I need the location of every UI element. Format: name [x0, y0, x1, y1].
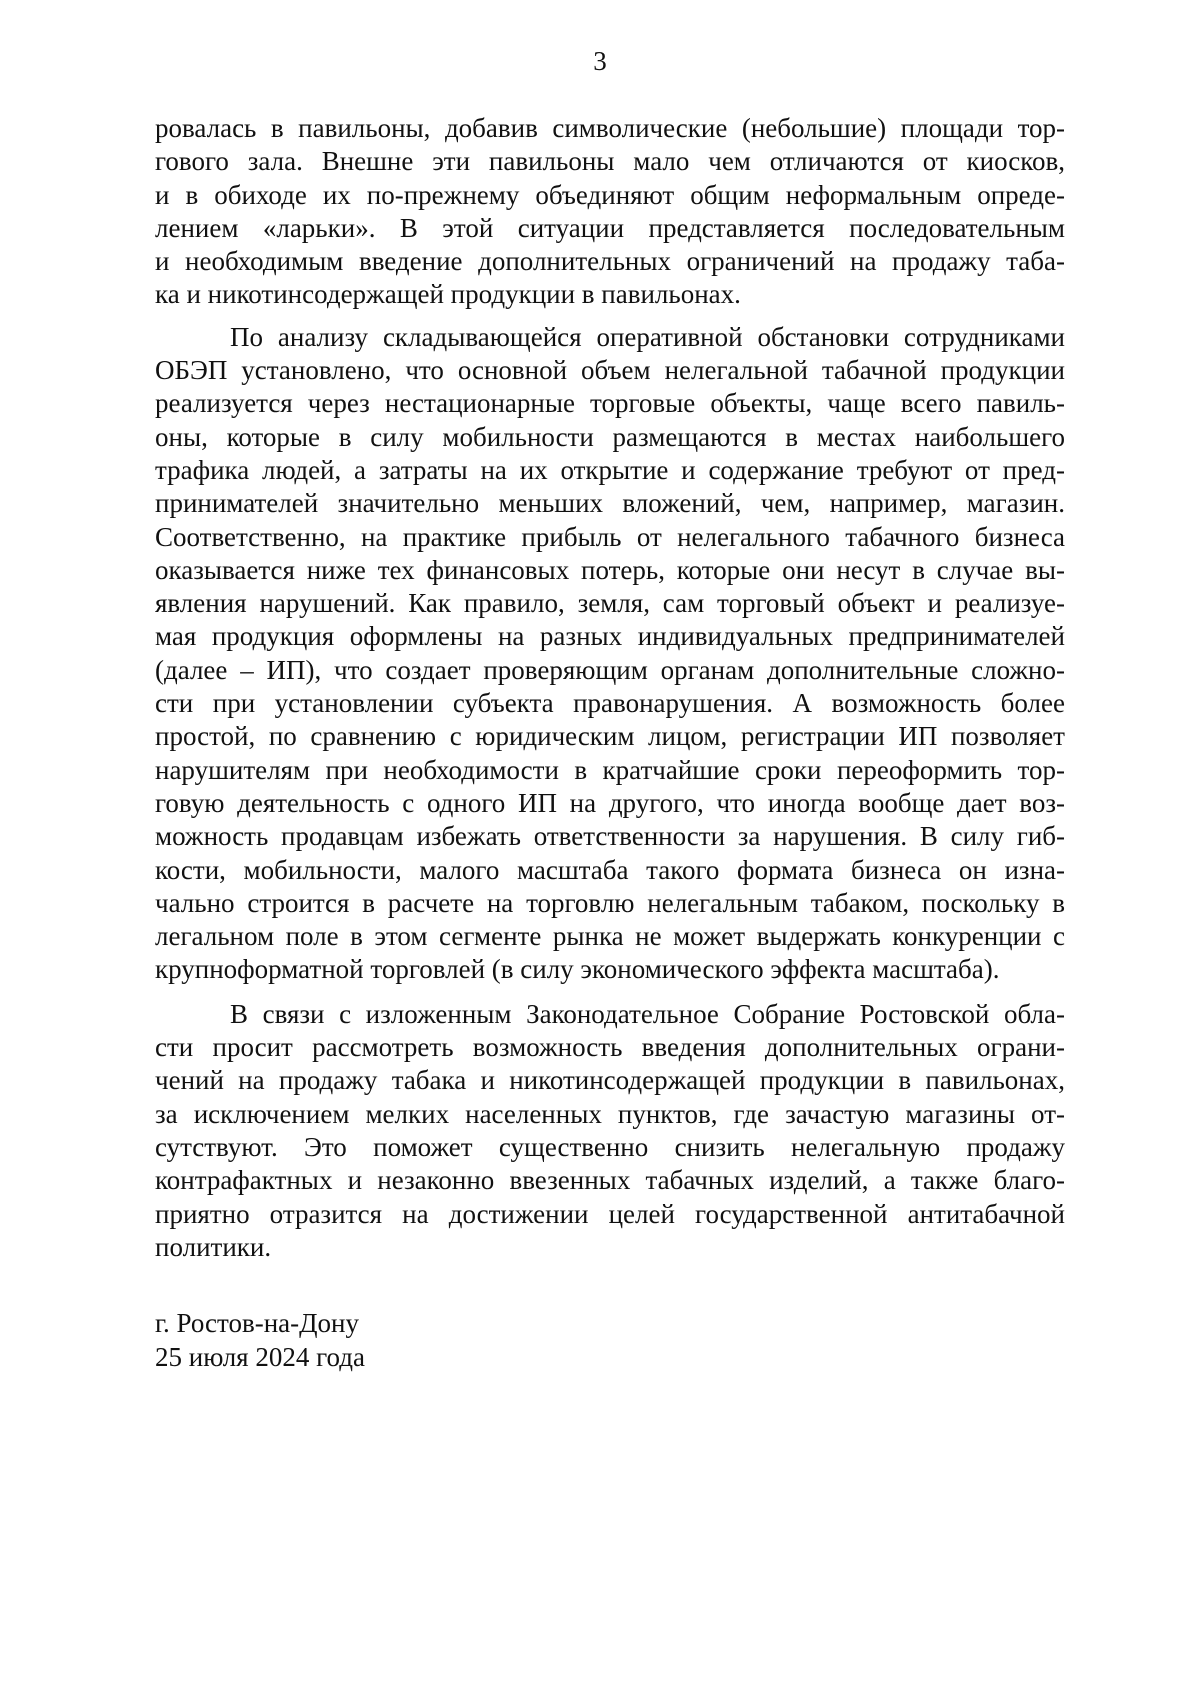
text-line: можность продавцам избежать ответственности за нарушения. В силу гиб-: [155, 821, 1065, 852]
text-line: кости, мобильности, малого масштаба такого формата бизнеса он изна-: [155, 854, 1065, 885]
text-line: и необходимым введение дополнительных ограничений на продажу таба-: [155, 246, 1065, 277]
paragraph-1: [155, 112, 1065, 312]
text-line: простой, по сравнению с юридическим лицом, регистрации ИП позволяет: [155, 721, 1065, 752]
page-number: 3: [593, 46, 607, 76]
text-line: чально строится в расчете на торговлю нелегальным табаком, поскольку в: [155, 887, 1065, 918]
text-line: приятно отразится на достижении целей государственной антитабачной: [155, 1198, 1065, 1229]
text-line: оны, которые в силу мобильности размещаются в местах наибольшего: [155, 421, 1065, 452]
text-line: крупноформатной торговлей (в силу экономического эффекта масштаба).: [155, 954, 1000, 985]
text-line: легальном поле в этом сегменте рынка не может выдержать конкуренции с: [155, 921, 1065, 952]
text-line: принимателей значительно меньших вложений, чем, например, магазин.: [155, 488, 1065, 519]
text-line: По анализу складывающейся оперативной обстановки сотрудниками: [230, 321, 1065, 352]
text-line: (далее – ИП), что создает проверяющим органам дополнительные сложно-: [155, 654, 1065, 685]
text-line: лением «ларьки». В этой ситуации представляется последовательным: [155, 212, 1065, 243]
text-line: сти просит рассмотреть возможность введения дополнительных ограни-: [155, 1032, 1065, 1063]
text-line: Соответственно, на практике прибыль от нелегального табачного бизнеса: [155, 521, 1065, 552]
text-line: ОБЭП установлено, что основной объем нелегальной табачной продукции: [155, 355, 1065, 386]
text-line: чений на продажу табака и никотинсодержащей продукции в павильонах,: [155, 1065, 1065, 1096]
text-line: политики.: [155, 1231, 272, 1262]
text-line: мая продукция оформлены на разных индивидуальных предпринимателей: [155, 621, 1065, 652]
text-line: ка и никотинсодержащей продукции в павильонах.: [155, 279, 741, 310]
text-line: оказывается ниже тех финансовых потерь, которые они несут в случае вы-: [155, 554, 1065, 585]
document-body: [155, 112, 1065, 1264]
text-line: говую деятельность с одного ИП на другого, что иногда вообще дает воз-: [155, 787, 1065, 818]
text-line: и в обиходе их по-прежнему объединяют общим неформальным опреде-: [155, 179, 1065, 210]
text-line: реализуется через нестационарные торговые объекты, чаще всего павиль-: [155, 388, 1065, 419]
text-line: за исключением мелких населенных пунктов, где зачастую магазины от-: [155, 1098, 1065, 1129]
text-line: явления нарушений. Как правило, земля, сам торговый объект и реализуе-: [155, 588, 1065, 619]
paragraph-3: [155, 998, 1065, 1264]
text-line: сутствуют. Это поможет существенно снизить нелегальную продажу: [155, 1131, 1065, 1162]
text-line: нарушителям при необходимости в кратчайшие сроки переоформить тор-: [155, 754, 1065, 785]
text-line: сти при установлении субъекта правонарушения. А возможность более: [155, 688, 1065, 719]
document-footer: [155, 1306, 365, 1374]
text-line: В связи с изложенным Законодательное Собрание Ростовской обла-: [230, 998, 1065, 1029]
date-of-issue: 25 июля 2024 года: [155, 1342, 365, 1372]
text-line: гового зала. Внешне эти павильоны мало чем отличаются от киосков,: [155, 146, 1065, 177]
text-line: контрафактных и незаконно ввезенных табачных изделий, а также благо-: [155, 1165, 1065, 1196]
place-of-issue: г. Ростов-на-Дону: [155, 1308, 360, 1338]
text-line: ровалась в павильоны, добавив символические (небольшие) площади тор-: [155, 113, 1065, 143]
paragraph-2: [155, 321, 1065, 987]
text-line: трафика людей, а затраты на их открытие и содержание требуют от пред-: [155, 454, 1065, 485]
